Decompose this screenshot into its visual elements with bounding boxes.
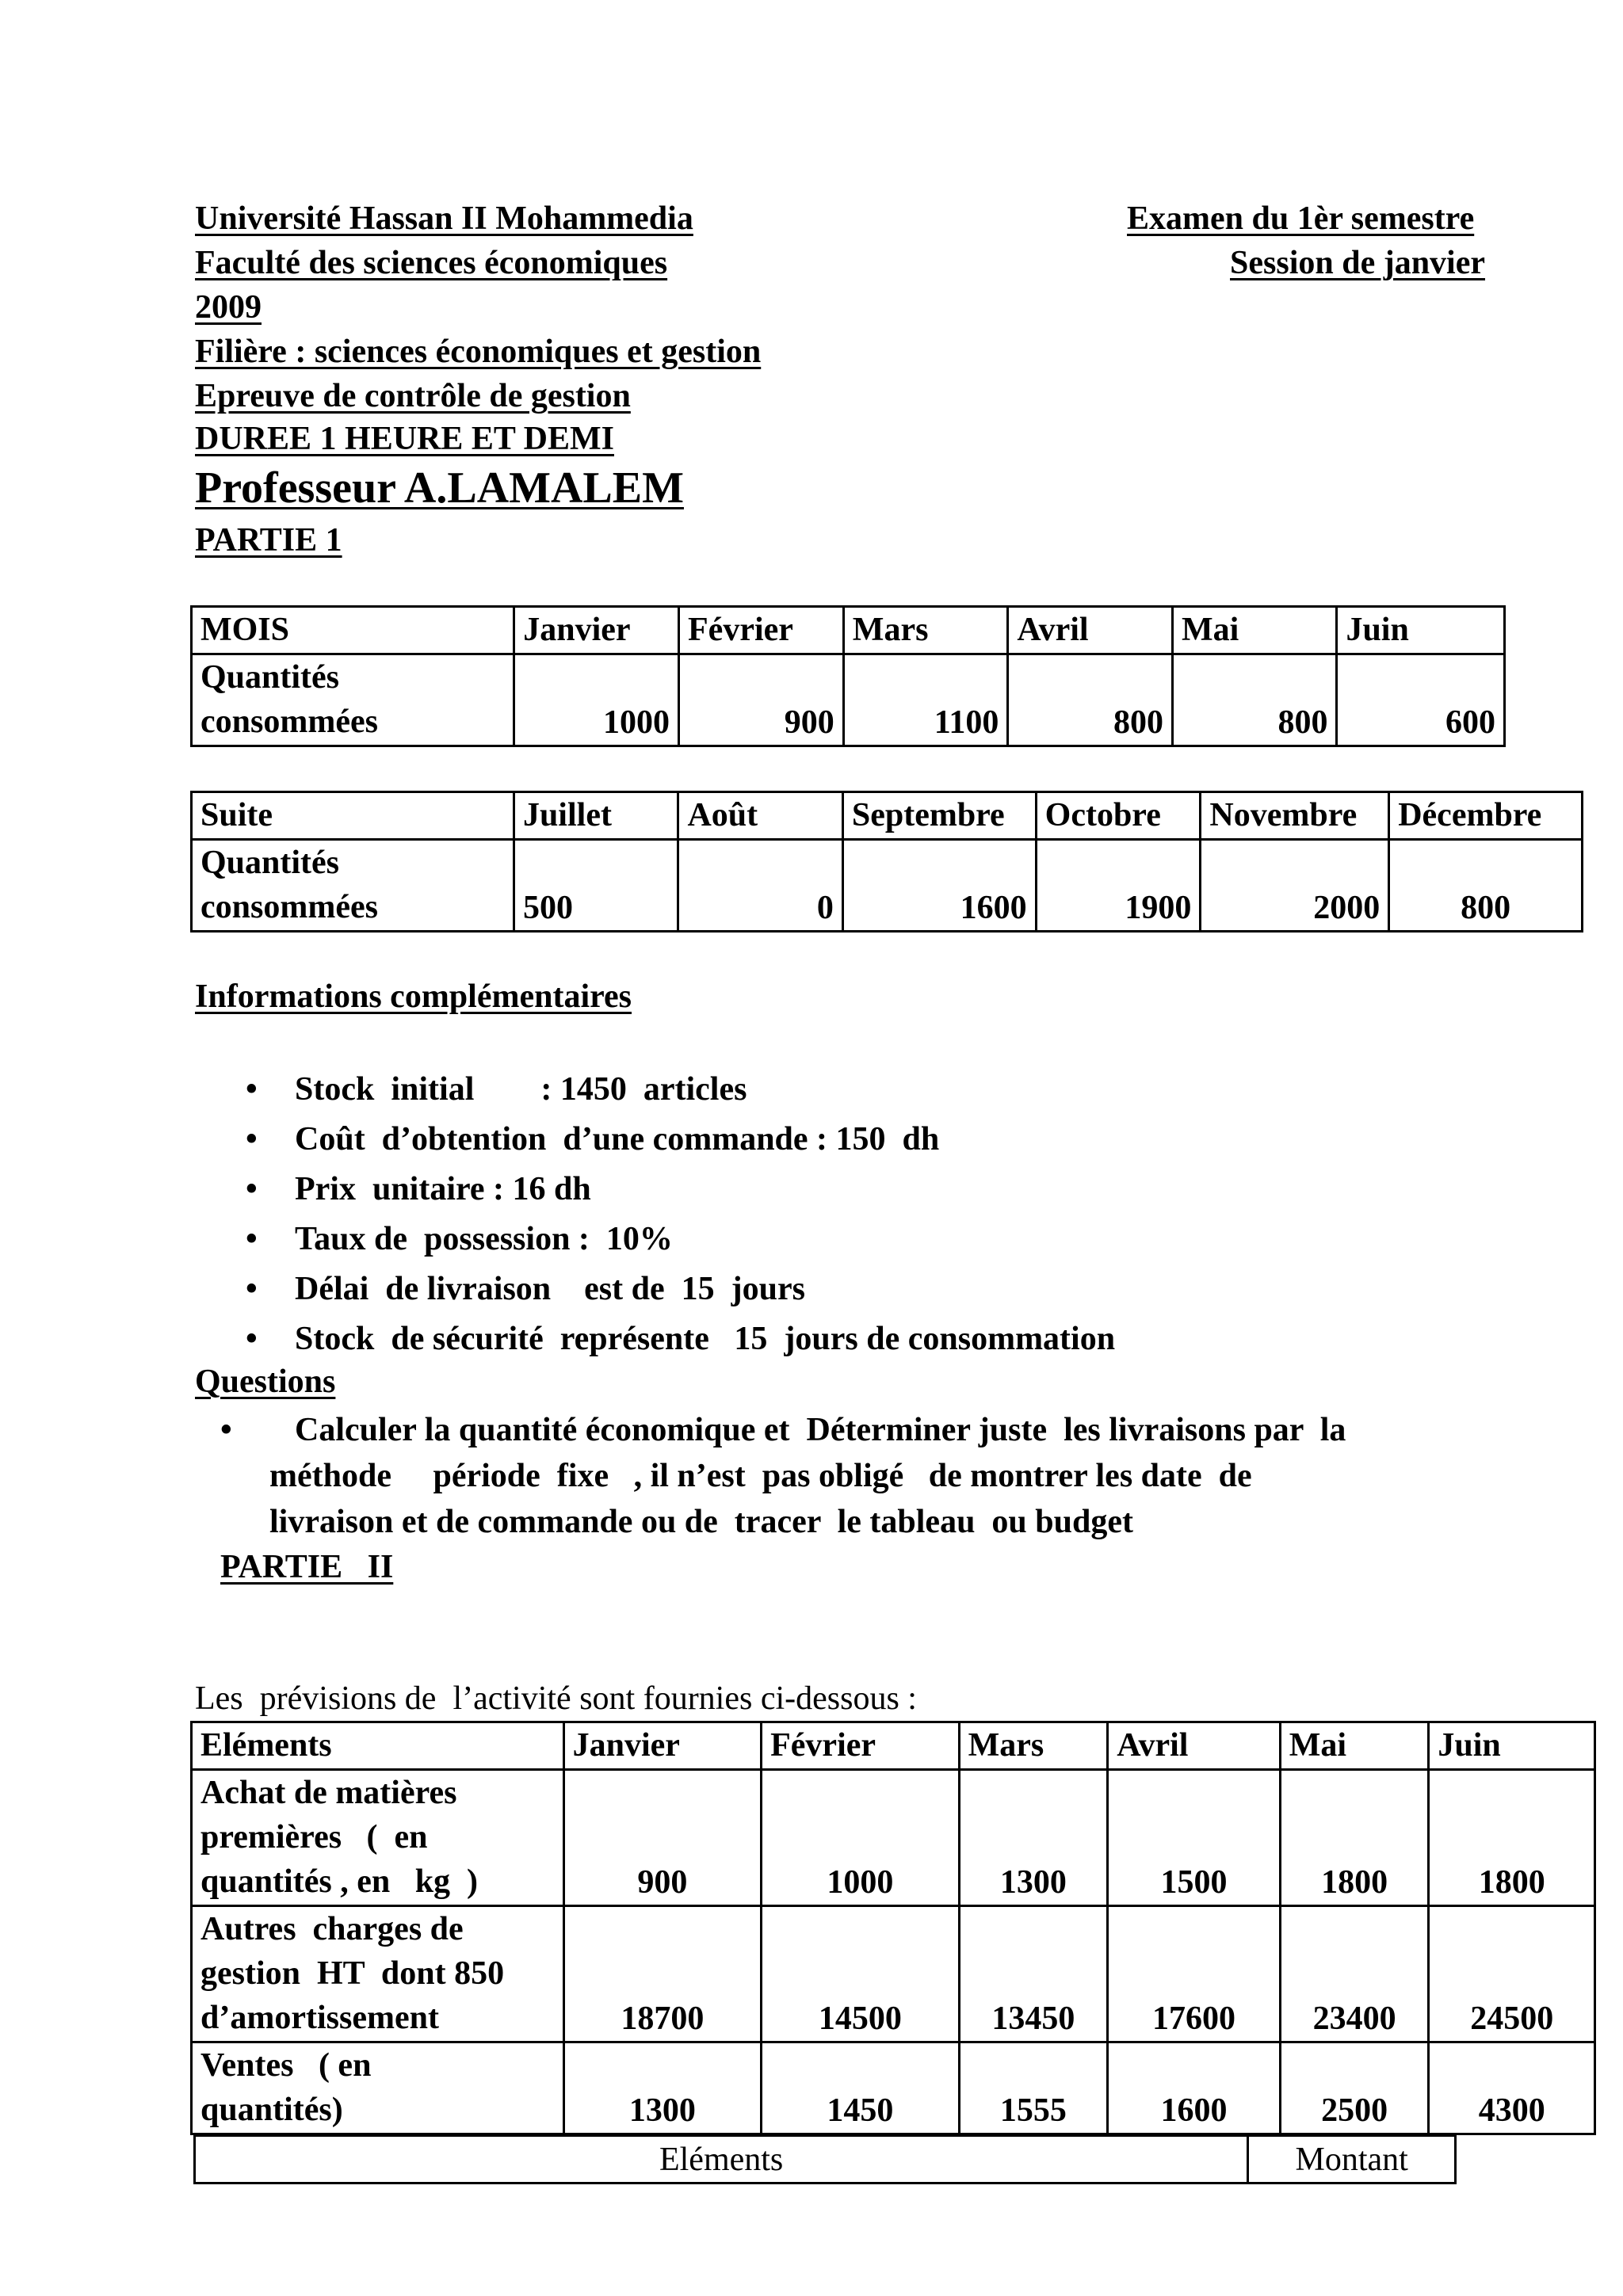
question-line: Calculer la quantité économique et Déterminer juste les livraisons par la [295,1412,1346,1448]
row-label-line: Autres charges de [200,1911,464,1947]
question-line: livraison et de commande ou de tracer le tableau ou budget [269,1504,1133,1540]
value-cell: 0 [678,840,842,932]
row-label-line: quantités) [200,2092,343,2128]
value-cell: 1800 [1280,1770,1429,1906]
footer-row [195,2136,1456,2183]
value-cell: 800 [1389,840,1583,932]
list-item-text: Délai de livraison est de 15 jours [295,1271,805,1307]
professeur: Professeur A.LAMALEM [195,463,684,513]
bullet-icon: • [246,1071,258,1108]
header-cell: Juin [1429,1722,1595,1770]
value-cell: 1600 [842,840,1036,932]
question-bullet-icon: • [220,1412,232,1448]
header-cell: Avril [1108,1722,1281,1770]
value-cell: 14500 [762,1906,959,2042]
value-cell: 13450 [959,1906,1108,2042]
value-cell: 500 [514,840,678,932]
exam-title: Examen du 1èr semestre [1127,200,1475,237]
epreuve: Epreuve de contrôle de gestion [195,378,631,414]
header-cell: Suite [192,792,514,840]
row-label-line: Quantités [200,845,340,881]
value-cell: 1800 [1429,1770,1595,1906]
header-cell: Juin [1337,607,1505,654]
table-row [192,2042,1595,2134]
value-cell: 1900 [1036,840,1201,932]
table-row [192,840,1583,932]
value-cell: 1450 [762,2042,959,2134]
row-label-line: gestion HT dont 850 [200,1955,505,1992]
header-cell: Avril [1008,607,1173,654]
value-cell: 1100 [843,654,1008,746]
list-item [246,1065,1115,1115]
partie-2-title: PARTIE II [220,1549,394,1585]
header-cell: Février [679,607,844,654]
header-cell: Mai [1280,1722,1429,1770]
value-cell: 1300 [563,2042,761,2134]
info-title: Informations complémentaires [195,978,632,1015]
value-cell: 1500 [1108,1770,1281,1906]
header-cell: Mars [843,607,1008,654]
university-name: Université Hassan II Mohammedia [195,200,693,237]
year: 2009 [195,289,262,326]
header-cell: Juillet [514,792,678,840]
bullet-icon: • [246,1171,258,1207]
row-label [192,1770,564,1906]
list-item [246,1165,1115,1215]
row-label-line: Ventes ( en [200,2047,372,2084]
duree: DUREE 1 HEURE ET DEMI [195,421,614,457]
footer-table [193,2134,1457,2184]
value-cell: 4300 [1429,2042,1595,2134]
value-cell: 800 [1172,654,1336,746]
value-cell: 1600 [1108,2042,1281,2134]
table-row [192,1770,1595,1906]
row-label [192,654,514,746]
row-label-line: consommées [200,889,378,925]
value-cell: 600 [1337,654,1505,746]
forecast-table [190,1721,1596,2135]
header-cell: Janvier [563,1722,761,1770]
row-label [192,2042,564,2134]
header-cell: Février [762,1722,959,1770]
list-item-text: Prix unitaire : 16 dh [295,1171,591,1207]
table-header-row [192,792,1583,840]
partie-1-title: PARTIE 1 [195,522,342,559]
bullet-icon: • [246,1221,258,1257]
faculty-name: Faculté des sciences économiques [195,245,668,281]
header-cell: Octobre [1036,792,1201,840]
list-item [246,1215,1115,1264]
value-cell: 1000 [762,1770,959,1906]
bullet-icon: • [246,1271,258,1307]
footer-cell-montant: Montant [1248,2136,1456,2183]
value-cell: 1300 [959,1770,1108,1906]
bullet-icon: • [246,1321,258,1357]
questions-title: Questions [195,1363,336,1400]
list-item-text: Coût d’obtention d’une commande : 150 dh [295,1121,940,1158]
list-item [246,1264,1115,1314]
row-label-line: consommées [200,704,378,740]
info-list [246,1065,1116,1364]
bullet-icon: • [246,1121,258,1158]
value-cell: 2000 [1201,840,1389,932]
list-item [246,1314,1116,1364]
row-label-line: d’amortissement [200,2000,439,2036]
header-cell: Eléments [192,1722,564,1770]
header-cell: Décembre [1389,792,1583,840]
value-cell: 2500 [1280,2042,1429,2134]
header-cell: Mai [1172,607,1336,654]
consumption-table-2 [190,791,1583,933]
row-label-line: quantités , en kg ) [200,1863,479,1900]
list-item-text: Taux de possession : 10% [295,1221,673,1257]
header-cell: Janvier [514,607,679,654]
header-cell: Mars [959,1722,1108,1770]
value-cell: 900 [563,1770,761,1906]
value-cell: 1555 [959,2042,1108,2134]
header-cell: Novembre [1201,792,1389,840]
consumption-table-1 [190,605,1506,747]
value-cell: 24500 [1429,1906,1595,2042]
question-line: méthode période fixe , il n’est pas obligé de montrer les date de [269,1458,1252,1494]
partie-2-intro: Les prévisions de l’activité sont fournies ci-dessous : [195,1680,917,1717]
row-label [192,840,514,932]
value-cell: 800 [1008,654,1173,746]
row-label-line: Quantités [200,659,340,696]
table-header-row [192,1722,1595,1770]
table-row [192,1906,1595,2042]
header-cell: MOIS [192,607,514,654]
session: Session de janvier [1230,245,1486,281]
value-cell: 17600 [1108,1906,1281,2042]
header-cell: Septembre [842,792,1036,840]
row-label-line: premières ( en [200,1819,428,1855]
list-item-text: Stock de sécurité représente 15 jours de consommation [295,1321,1116,1357]
value-cell: 18700 [563,1906,761,2042]
table-row [192,654,1505,746]
row-label [192,1906,564,2042]
table-header-row [192,607,1505,654]
value-cell: 900 [679,654,844,746]
row-label-line: Achat de matières [200,1775,457,1811]
value-cell: 1000 [514,654,679,746]
value-cell: 23400 [1280,1906,1429,2042]
list-item-text: Stock initial : 1450 articles [295,1071,747,1108]
list-item [246,1115,1115,1165]
header-cell: Août [678,792,842,840]
footer-cell-elements: Eléments [195,2136,1248,2183]
filiere: Filière : sciences économiques et gestion [195,334,762,370]
